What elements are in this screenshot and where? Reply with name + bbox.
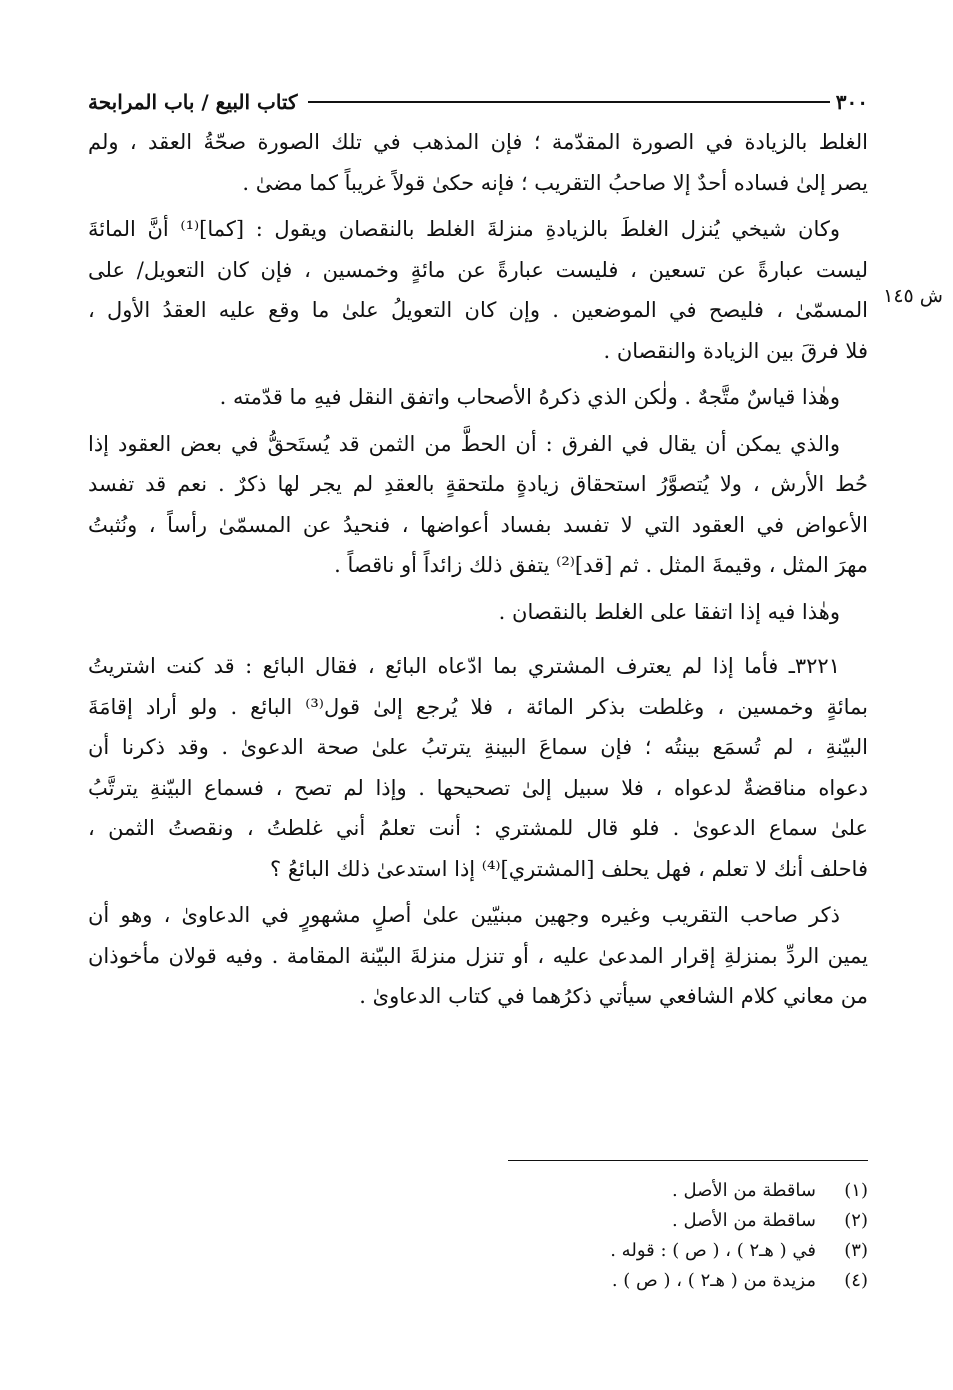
paragraph-1: [88, 122, 868, 203]
header-rule: [308, 101, 830, 103]
text-line: حُط الأرش ، ولا يُتصوَّرُ استحقاق زيادةٍ ملتحقةٍ بالعقدِ لم يجر لها ذكرٌ . نعم قد تفسد: [88, 472, 868, 496]
footnote-number: (١): [844, 1180, 868, 1201]
text-line: ذكر صاحب التقريب وغيره وجهين مبنيّين علىٰ أصلٍ مشهورٍ في الدعاوىٰ ، وهو أن: [88, 903, 840, 927]
text-line: الغلط بالزيادة في الصورة المقدّمة ؛ فإن المذهب في تلك الصورة صحّةُ العقد ، ولم: [88, 130, 868, 154]
paragraph-5: [88, 592, 868, 633]
text-line: من معاني كلام الشافعي سيأتي ذكرُهما في كتاب الدعاوىٰ .: [359, 984, 868, 1008]
text-line: الأعواض في العقود التي لا تفسد بفساد أعواضها ، فنحيدُ عن المسمّىٰ رأساً ، ونُثبتُ: [88, 512, 868, 537]
text-line: ليست عبارةً عن تسعين ، فليست عبارةً عن مائةٍ وخمسين ، فإن كان التعويل/ على: [88, 257, 868, 282]
paragraph-4: [88, 424, 868, 586]
footnote: [88, 1266, 868, 1296]
text-line: بمائةٍ وخمسين ، وغلطت بذكر المائة ، فلا يُرجع إلىٰ قول⁽³⁾ البائع . ولو أراد إقامَةَ: [88, 694, 868, 719]
text-line: وهٰذا قياسٌ متَّجهٌ . ولٰكن الذي ذكرهُ الأصحاب واتفق النقل فيهِ ما قدّمته .: [219, 385, 840, 409]
text-line: يمين الردِّ بمنزلةِ إقرار المدعىٰ عليه ، أو تنزل منزلةَ البيّنة المقامة . وفيه قولان مأخوذان: [88, 943, 868, 968]
text-line: البيّنةِ ، لم تُسمَع بينتُه ؛ فإن سماعَ البينةِ يترتبُ علىٰ صحة الدعوىٰ . وقد ذكرنا أن: [88, 735, 868, 759]
footnote: [88, 1176, 868, 1206]
running-title: كتاب البيع / باب المرابحة: [88, 90, 298, 114]
text-line: والذي يمكن أن يقال في الفرق : أن الحطَّ من الثمن قد يُستَحقُّ في بعض العقود إذا: [88, 431, 840, 456]
footnote-rule: [508, 1160, 868, 1161]
footnote-text: في ( هـ٢ ) ، ( ص ) : قوله .: [610, 1240, 816, 1261]
text-line: دعواه مناقضةٌ لدعواه ، فلا سبيل إلىٰ تصحيحها . وإذا لم تصح ، فسماع البيّنةِ يترتَّبُ: [88, 775, 868, 800]
text-line: فاحلف أنك لا تعلم ، فهل يحلف [المشتري]⁽⁴⁾ إذا استدعىٰ ذلك البائعُ ؟: [270, 856, 868, 881]
margin-note: ش ١٤٥: [883, 285, 943, 307]
footnote-text: مزيدة من ( هـ٢ ) ، ( ص ) .: [611, 1270, 816, 1291]
paragraph-2: [88, 209, 868, 371]
text-line: المسمّىٰ ، فليصح في الموضعين . وإن كان التعويلُ علىٰ ما وقع عليه العقدُ الأول ،: [88, 298, 868, 322]
text-line: وكان شيخي يُنزل الغلطَ بالزيادةِ منزلةَ الغلط بالنقصان ويقول : [كما]⁽¹⁾ أنَّ المائةَ: [88, 217, 841, 241]
footnotes: [88, 1176, 868, 1296]
page-body: [88, 82, 868, 1017]
paragraph-3: [88, 377, 868, 418]
footnote-text: ساقطة من الأصل .: [672, 1210, 816, 1231]
footnote: [88, 1206, 868, 1236]
text-line: مهرَ المثل ، وقيمةَ المثل . ثم [قد]⁽²⁾ يتفق ذلك زائداً أو ناقصاً .: [334, 553, 868, 577]
footnote-number: (٤): [844, 1270, 868, 1291]
footnote-text: ساقطة من الأصل .: [672, 1180, 816, 1201]
paragraph-7: [88, 895, 868, 1017]
page-header: [88, 82, 868, 122]
text-line: ٣٢٢١ـ فأما إذا لم يعترف المشتري بما ادّعاه البائع ، فقال البائع : قد كنت اشتريتُ: [88, 654, 840, 678]
text-line: علىٰ سماع الدعوىٰ . فلو قال للمشتري : أنت تعلمُ أني غلطتُ ، ونقصتُ الثمن ،: [88, 816, 868, 840]
text-line: فلا فرقَ بين الزيادة والنقصان .: [603, 338, 868, 363]
text-line: يصر إلىٰ فساده أحدٌ إلا صاحبُ التقريب ؛ فإنه حكىٰ قولاً غريباً كما مضىٰ .: [242, 170, 868, 195]
page-number: ٣٠٠: [835, 90, 868, 114]
paragraph-6: [88, 646, 868, 889]
footnote-number: (٢): [844, 1210, 868, 1231]
footnote-number: (٣): [844, 1240, 868, 1261]
text-line: وهٰذا فيه إذا اتفقا على الغلط بالنقصان .: [498, 599, 840, 624]
footnote: [88, 1236, 868, 1266]
